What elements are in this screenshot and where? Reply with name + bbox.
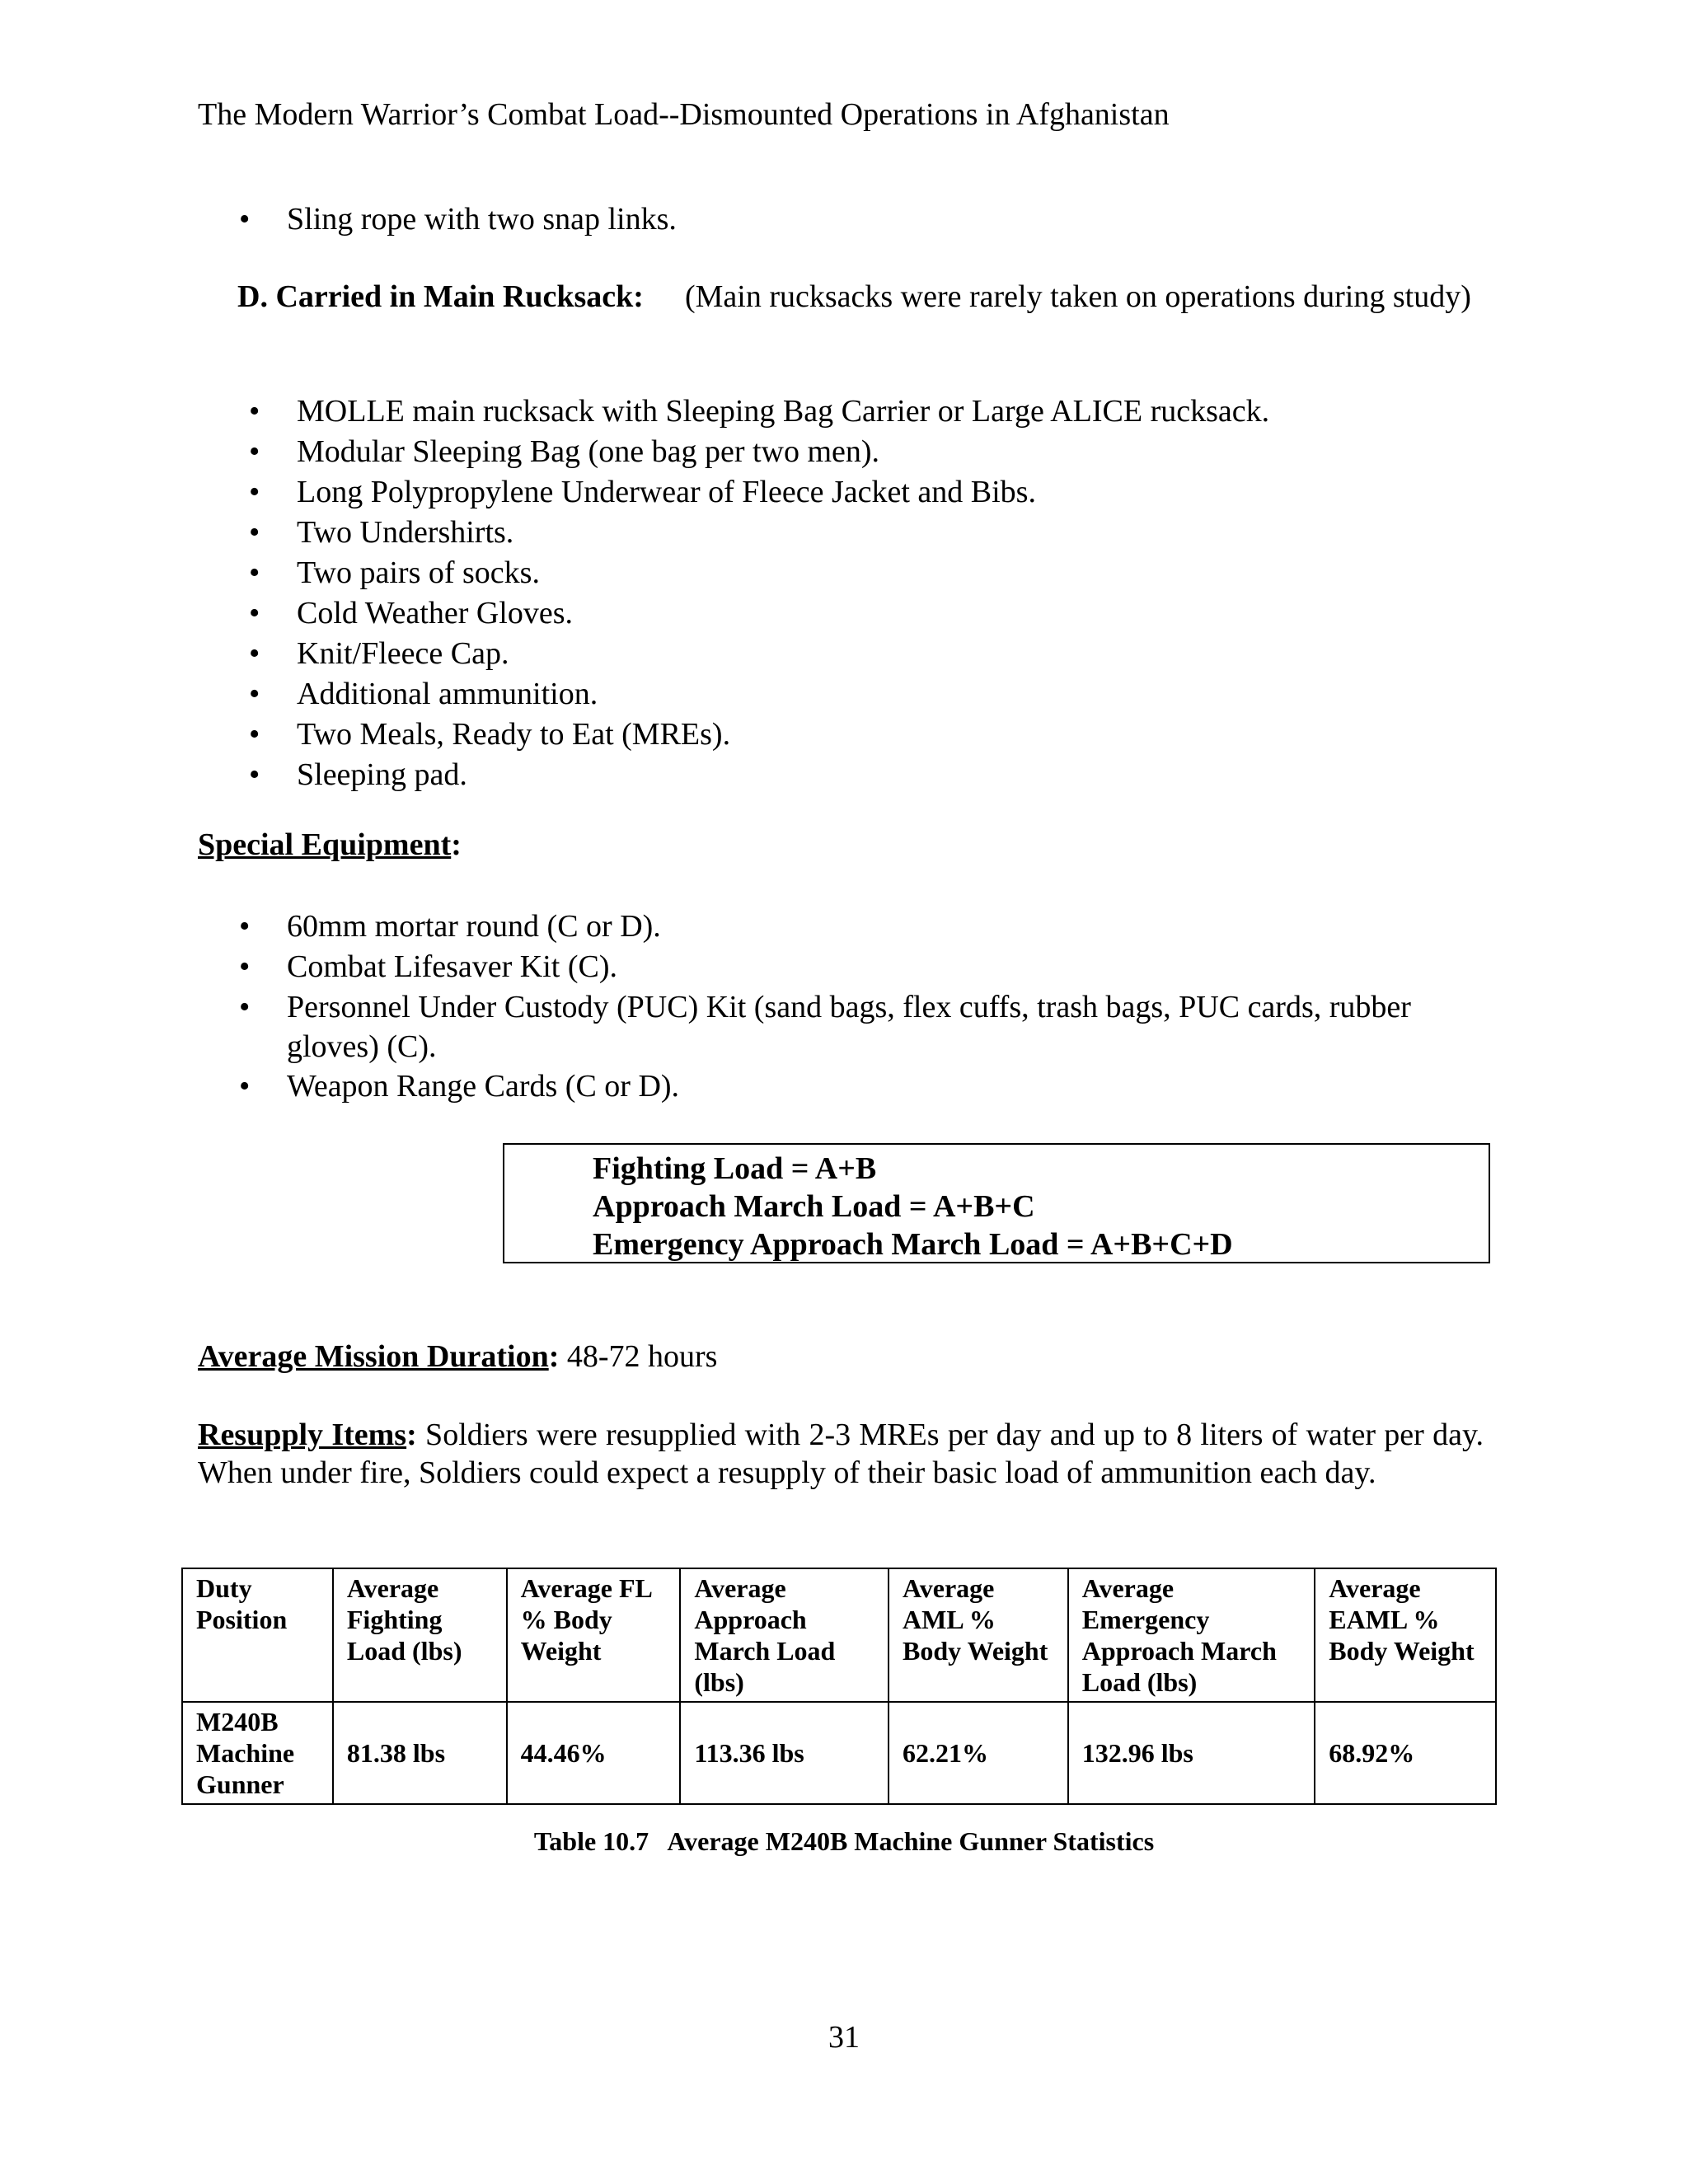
table-header-cell: Duty Position xyxy=(182,1568,333,1702)
table-header-cell: Average FL % Body Weight xyxy=(507,1568,681,1702)
table-cell: 44.46% xyxy=(507,1702,681,1804)
list-item xyxy=(249,432,1269,472)
page-number: 31 xyxy=(828,2020,860,2055)
bullet-icon: • xyxy=(249,636,260,671)
list-item xyxy=(239,987,1490,1066)
list-item-text: Personnel Under Custody (PUC) Kit (sand bags, flex cuffs, trash bags, PUC cards, rubber gloves) (C). xyxy=(287,990,1411,1064)
table-header-row xyxy=(182,1568,1496,1702)
list-item-text: Two Meals, Ready to Eat (MREs). xyxy=(297,717,731,752)
table-row xyxy=(182,1702,1496,1804)
list-item-text: Knit/Fleece Cap. xyxy=(297,636,509,671)
table-cell: M240B Machine Gunner xyxy=(182,1702,333,1804)
list-item xyxy=(239,1066,1490,1107)
running-header: The Modern Warrior’s Combat Load--Dismounted Operations in Afghanistan xyxy=(198,97,1170,132)
bullet-icon: • xyxy=(239,990,251,1024)
table-header-cell: Average Emergency Approach March Load (lbs) xyxy=(1068,1568,1315,1702)
list-item xyxy=(239,907,1490,947)
fighting-load-formula: Fighting Load = A+B xyxy=(593,1151,877,1186)
list-item-text: MOLLE main rucksack with Sleeping Bag Carrier or Large ALICE rucksack. xyxy=(297,394,1270,429)
bullet-icon: • xyxy=(249,434,260,469)
bullet-icon: • xyxy=(239,909,251,944)
mission-duration xyxy=(198,1338,717,1375)
emergency-approach-march-load-formula: Emergency Approach March Load = A+B+C+D xyxy=(593,1227,1233,1262)
table-caption: Table 10.7 Average M240B Machine Gunner Statistics xyxy=(533,1826,1155,1856)
section-d-note: (Main rucksacks were rarely taken on operations during study) xyxy=(684,279,1471,314)
list-item xyxy=(249,513,1269,553)
heading-colon: : xyxy=(406,1418,417,1452)
list-item-text: 60mm mortar round (C or D). xyxy=(287,909,661,944)
special-equipment-list xyxy=(239,907,1490,1107)
list-item-text: Weapon Range Cards (C or D). xyxy=(287,1069,680,1104)
special-equipment-title: Special Equipment xyxy=(198,827,452,862)
table-header-cell: Average Fighting Load (lbs) xyxy=(333,1568,507,1702)
list-item xyxy=(249,715,1269,755)
heading-colon: : xyxy=(451,827,462,862)
list-item xyxy=(249,553,1269,593)
list-item xyxy=(249,593,1269,634)
table-cell: 113.36 lbs xyxy=(680,1702,889,1804)
table-header-cell: Average Approach March Load (lbs) xyxy=(680,1568,889,1702)
table-cell: 68.92% xyxy=(1315,1702,1496,1804)
mission-duration-title: Average Mission Duration xyxy=(198,1339,549,1374)
machine-gunner-stats-table xyxy=(181,1568,1497,1805)
list-item xyxy=(249,391,1270,432)
list-item-text: Combat Lifesaver Kit (C). xyxy=(287,949,618,984)
list-item-text: Additional ammunition. xyxy=(297,677,598,711)
table-header-cell: Average AML % Body Weight xyxy=(889,1568,1068,1702)
list-item-text: Two pairs of socks. xyxy=(297,555,540,590)
bullet-icon: • xyxy=(249,596,260,630)
mission-duration-value: 48-72 hours xyxy=(559,1339,718,1374)
bullet-icon: • xyxy=(249,555,260,590)
bullet-icon: • xyxy=(249,475,260,509)
bullet-icon: • xyxy=(249,394,260,429)
section-d-heading xyxy=(198,278,1484,316)
resupply-title: Resupply Items xyxy=(198,1418,407,1452)
table-cell: 62.21% xyxy=(889,1702,1068,1804)
approach-march-load-formula: Approach March Load = A+B+C xyxy=(593,1189,1035,1224)
list-item-text: Two Undershirts. xyxy=(297,515,514,550)
resupply-text: Soldiers were resupplied with 2-3 MREs per day and up to 8 liters of water per day. When under fire, Soldiers could expect a resupply of their basic load of ammunition each day. xyxy=(198,1418,1484,1490)
load-formula-box xyxy=(503,1143,1490,1263)
list-item-text: Sleeping pad. xyxy=(297,757,467,792)
list-item xyxy=(249,472,1269,513)
sling-list xyxy=(239,199,677,240)
resupply-paragraph xyxy=(198,1416,1484,1492)
bullet-icon: • xyxy=(249,717,260,752)
table-cell: 132.96 lbs xyxy=(1068,1702,1315,1804)
bullet-icon: • xyxy=(239,1069,251,1104)
list-item xyxy=(249,674,1269,715)
heading-colon: : xyxy=(548,1339,560,1374)
rucksack-list xyxy=(249,391,1270,795)
bullet-icon: • xyxy=(249,677,260,711)
list-item-text: Long Polypropylene Underwear of Fleece Jacket and Bibs. xyxy=(297,475,1036,509)
table-header-cell: Average EAML % Body Weight xyxy=(1315,1568,1496,1702)
special-equipment-heading xyxy=(198,827,462,863)
list-item-text: Cold Weather Gloves. xyxy=(297,596,574,630)
table-cell: 81.38 lbs xyxy=(333,1702,507,1804)
bullet-icon: • xyxy=(239,949,251,984)
bullet-icon: • xyxy=(239,202,251,237)
section-d-title: D. Carried in Main Rucksack: xyxy=(237,279,644,314)
list-item-text: Modular Sleeping Bag (one bag per two men). xyxy=(297,434,880,469)
list-item xyxy=(239,947,1490,987)
list-item-text: Sling rope with two snap links. xyxy=(287,202,677,237)
list-item xyxy=(249,755,1269,795)
bullet-icon: • xyxy=(249,515,260,550)
list-item xyxy=(239,199,677,240)
bullet-icon: • xyxy=(249,757,260,792)
list-item xyxy=(249,634,1269,674)
